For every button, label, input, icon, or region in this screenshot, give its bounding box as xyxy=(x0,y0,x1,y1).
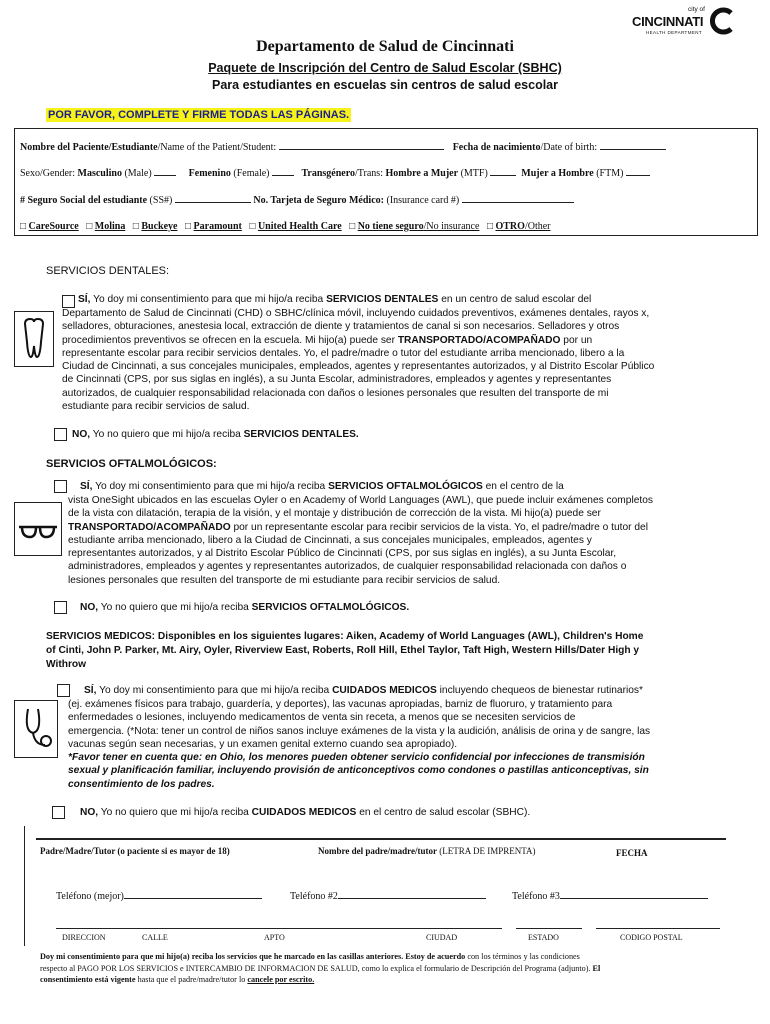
eye-no-checkbox[interactable] xyxy=(54,601,67,614)
female-field[interactable] xyxy=(272,175,294,176)
address-line[interactable] xyxy=(56,928,502,929)
insurer-option[interactable]: □ United Health Care xyxy=(249,221,342,232)
dental-no-checkbox[interactable] xyxy=(54,428,67,441)
phone2-row: Teléfono #2 xyxy=(290,891,486,902)
signature-left-border xyxy=(24,826,25,946)
phone3-row: Teléfono #3 xyxy=(512,891,708,902)
page-subtitle-2: Para estudiantes en escuelas sin centros de salud escolar xyxy=(212,78,558,92)
phone3-field[interactable] xyxy=(560,898,708,899)
dob-field[interactable] xyxy=(600,149,666,150)
parent-signature-label: Padre/Madre/Tutor (o paciente si es mayor de 18) xyxy=(40,846,230,856)
logo-mark-icon xyxy=(710,7,736,35)
male-field[interactable] xyxy=(154,175,176,176)
ssn-field[interactable] xyxy=(175,202,251,203)
date-label: FECHA xyxy=(616,848,648,858)
mtf-field[interactable] xyxy=(490,175,516,176)
page-subtitle: Paquete de Inscripción del Centro de Salud Escolar (SBHC) xyxy=(208,61,562,75)
phone-row: Teléfono (mejor) xyxy=(56,891,262,902)
no-insurance-option[interactable]: □ No tiene seguro/No insurance xyxy=(349,221,480,232)
glasses-icon xyxy=(14,502,62,556)
medical-consent-body: (ej. exámenes físicos para trabajo, guardería, y deportes), las vacunas apropiadas, barniz de fluoruro, y tratamiento para enfermedades o lesiones, incluyendo medicamentos de venta sin receta, a menos que se necesiten servicios de emergencia. (*Nota: tener un control de niños sanos incluye exámenes de la vista y la audición, análisis de orina y de sangre, las vacunas según sean necesarias, y un examen genital externo cuando sea apropiado). *Favor tener en cuenta que: en Ohio, los menores pueden obtener servicio confidencial por infecciones de transmisión sexual y planificación familiar, incluyendo provisión de anticonceptivos como condones o pastillas anticonceptivas, sin consentimiento de los padres. xyxy=(68,699,651,790)
eye-no-text: NO, Yo no quiero que mi hijo/a reciba SERVICIOS OFTALMOLÓGICOS. xyxy=(80,602,410,613)
eye-consent-body: vista OneSight ubicados en las escuelas Oyler o en Academy of World Languages (AWL), que puede incluir exámenes completos de la vista con dilatación, terapia de la visión, y el montaje y distribución de corrección de la vista. Mi hijo(a) puede ser TRANSPORTADO/ACOMPAÑADO por un representante escolar para recibir servicios de la vista. Yo, el padre/madre o tutor del estudiante arriba mencionado, libero a la Ciudad de Cincinnati, a sus concejales municipales, empleados, agentes y representantes autorizados, y al Distrito Escolar Público de Cincinnati (CPS, por sus siglas en inglés), a su Junta Escolar, administradores, empleados y agentes y representantes autorizados, de cualquier responsabilidad relacionada con daños o lesiones personales que resulten del transporte de mi estudiante para recibir servicios de salud. xyxy=(68,495,653,586)
ssn-row: # Seguro Social del estudiante (SS#) No. Tarjeta de Seguro Médico: (Insurance card #) xyxy=(20,195,574,206)
insurer-option[interactable]: □ Molina xyxy=(86,221,126,232)
state-line[interactable] xyxy=(516,928,582,929)
insurer-option[interactable]: □ Buckeye xyxy=(132,221,178,232)
logo-small-text: city of xyxy=(688,6,705,13)
dental-consent-body: Departamento de Salud de Cincinnati (CHD) o SBHC/clínica móvil, incluyendo cuidados preventivos, exámenes dentales, rayos x, selladores, obturaciones, anestesia local, extracción de diente y tratamientos de canal si son necesarios. Selladores y otros procedimientos preventivos se ofrecen en la escuela. Mi hijo(a) puede ser TRANSPORTADO/ACOMPAÑADO por un representante escolar para recibir servicios dentales. Yo, el padre/madre o tutor del estudiante arriba mencionado, libero a la Ciudad de Cincinnati, a sus concejales municipales, empleados, agentes y representantes autorizados, y al Distrito Escolar Público de Cincinnati (CPS, por sus siglas en inglés), a su Junta Escolar, administradores, empleados y agentes y representantes autorizados, de cualquier responsabilidad relacionada con daños o lesiones personales que resulten del transporte de mi estudiante para recibir servicios de salud. xyxy=(62,308,655,413)
medical-no-text: NO, Yo no quiero que mi hijo/a reciba CUIDADOS MEDICOS en el centro de salud escolar (SBHC). xyxy=(80,807,531,818)
logo-sub: HEALTH DEPARTMENT xyxy=(646,30,703,35)
medical-yes-text: SÍ, Yo doy mi consentimiento para que mi hijo/a reciba CUIDADOS MEDICOS incluyendo chequeos de bienestar rutinarios* xyxy=(84,685,643,696)
eye-yes-checkbox[interactable] xyxy=(54,480,67,493)
page-title: Departamento de Salud de Cincinnati xyxy=(256,38,514,55)
eye-yes-text: SÍ, Yo doy mi consentimiento para que mi hijo/a reciba SERVICIOS OFTALMOLÓGICOS en el centro de la xyxy=(80,481,564,492)
dental-no-text: NO, Yo no quiero que mi hijo/a reciba SERVICIOS DENTALES. xyxy=(72,429,359,440)
medical-no-checkbox[interactable] xyxy=(52,806,65,819)
phone2-field[interactable] xyxy=(338,898,486,899)
ftm-field[interactable] xyxy=(626,175,650,176)
patient-name-row: Nombre del Paciente/Estudiante/Name of the Patient/Student: Fecha de nacimiento/Date of birth: xyxy=(20,142,666,153)
medical-heading: SERVICIOS MEDICOS: Disponibles en los siguientes lugares: Aiken, Academy of World Languages (AWL), Children's Home of Cinti, John P. Parker, Mt. Airy, Oyler, Riverview East, Roberts, Roll Hill, Ethel Taylor, Taft High, Western Hills/Dater High y Withrow xyxy=(46,631,644,670)
gender-row: Sexo/Gender: Masculino (Male) Femenino (Female) Transgénero/Trans: Hombre a Mujer (MTF) Mujer a Hombre (FTM) xyxy=(20,168,650,179)
eye-heading: SERVICIOS OFTALMOLÓGICOS: xyxy=(46,458,217,470)
stethoscope-icon xyxy=(14,700,58,758)
other-insurance-option[interactable]: □ OTRO/Other xyxy=(486,221,551,232)
dental-heading: SERVICIOS DENTALES: xyxy=(46,265,170,277)
insurer-row xyxy=(20,221,550,232)
phone-best-field[interactable] xyxy=(124,898,262,899)
logo-name: CINCINNATI xyxy=(632,14,704,29)
medical-yes-checkbox[interactable] xyxy=(57,684,70,697)
patient-name-field[interactable] xyxy=(279,149,444,150)
parent-print-label: Nombre del padre/madre/tutor (LETRA DE IMPRENTA) xyxy=(318,846,536,856)
zip-line[interactable] xyxy=(596,928,720,929)
dental-yes-text: SÍ, Yo doy mi consentimiento para que mi hijo/a reciba SERVICIOS DENTALES en un centro de salud escolar del xyxy=(78,294,592,305)
instruction-banner: POR FAVOR, COMPLETE Y FIRME TODAS LAS PÁGINAS. xyxy=(48,109,350,121)
city-logo xyxy=(632,6,737,36)
insurer-option[interactable]: □ CareSource xyxy=(20,221,79,232)
insurance-card-field[interactable] xyxy=(462,202,574,203)
insurer-option[interactable]: □ Paramount xyxy=(185,221,242,232)
consent-footer: Doy mi consentimiento para que mi hijo(a) reciba los servicios que he marcado en las casillas anteriores. Estoy de acuerdo con los términos y las condiciones respecto al PAGO POR LOS SERVICIOS e INTERCAMBIO DE INFORMACION DE SALUD, como lo explica el formulario de Descripción del Programa (adjunto). El consentimiento está vigente hasta que el padre/madre/tutor lo cancele por escrito. xyxy=(40,952,601,984)
signature-divider xyxy=(36,838,726,840)
tooth-icon xyxy=(14,311,54,367)
